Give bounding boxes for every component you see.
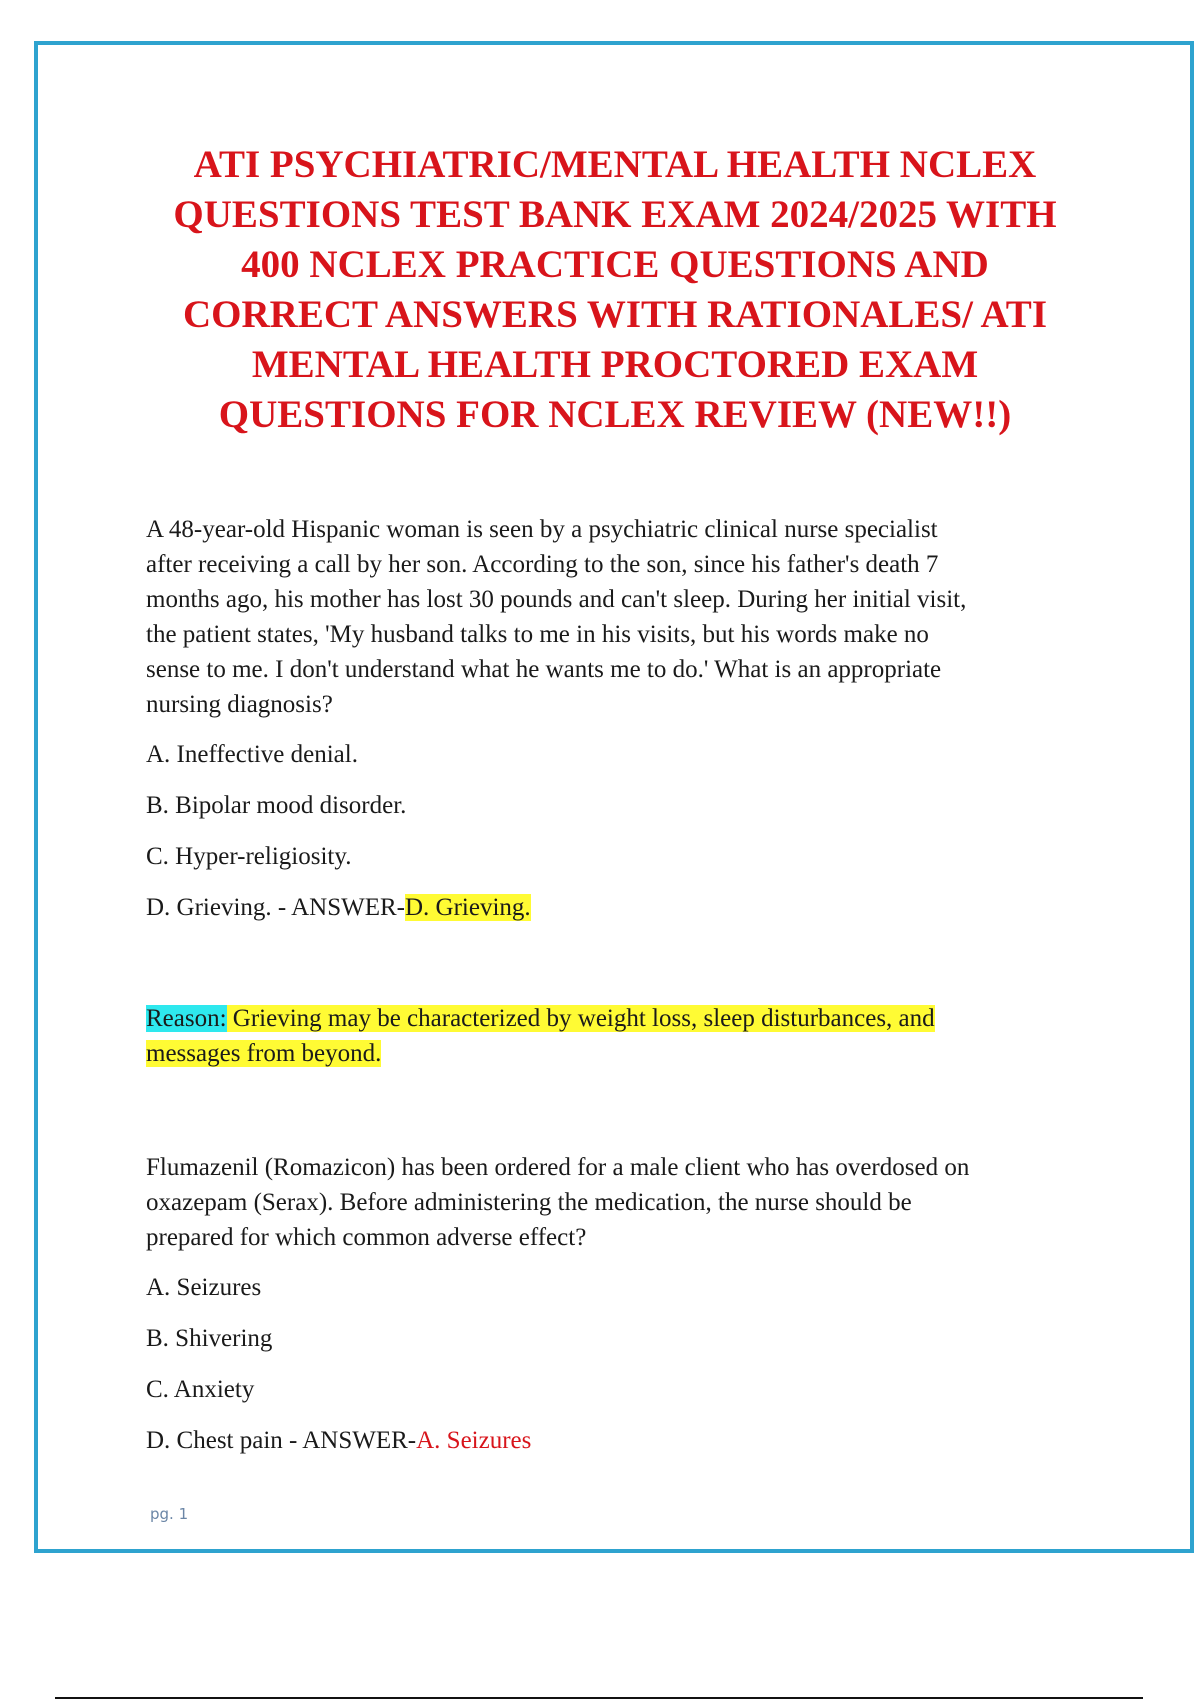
title-line: QUESTIONS FOR NCLEX REVIEW (NEW!!): [218, 393, 1012, 436]
question-2-option-a: A. Seizures: [146, 1274, 262, 1301]
question-1-line: months ago, his mother has lost 30 pounds and can't sleep. During her initial visit,: [146, 586, 967, 613]
reason-text-line: Grieving may be characterized by weight loss, sleep disturbances, and: [232, 1005, 935, 1032]
question-2-line: Flumazenil (Romazicon) has been ordered for a male client who has overdosed on: [146, 1154, 970, 1181]
question-1-line: A 48-year-old Hispanic woman is seen by a psychiatric clinical nurse specialist: [146, 516, 938, 543]
document-content: [146, 512, 1086, 1474]
question-1-option-b: B. Bipolar mood disorder.: [146, 792, 407, 819]
question-1-option-d-label: D. Grieving. - ANSWER-: [146, 894, 405, 921]
title-line: CORRECT ANSWERS WITH RATIONALES/ ATI: [182, 293, 1048, 336]
question-1-stem: [146, 512, 1086, 722]
question-1-line: nursing diagnosis?: [146, 691, 333, 718]
reason-label: Reason:: [146, 1005, 227, 1032]
title-line: MENTAL HEALTH PROCTORED EXAM: [251, 343, 979, 386]
question-2-option-c: C. Anxiety: [146, 1376, 255, 1403]
title-line: QUESTIONS TEST BANK EXAM 2024/2025 WITH: [173, 193, 1057, 236]
reason-text-line: messages from beyond.: [146, 1040, 382, 1067]
document-title: [150, 140, 1080, 440]
question-1-line: the patient states, 'My husband talks to me in his visits, but his words make no: [146, 621, 929, 648]
question-2-line: prepared for which common adverse effect?: [146, 1224, 587, 1251]
question-2-option-d: [146, 1423, 1086, 1458]
page-number: pg. 1: [150, 1505, 189, 1523]
title-line: 400 NCLEX PRACTICE QUESTIONS AND: [241, 243, 989, 286]
question-2-stem: [146, 1150, 1086, 1255]
question-2-answer: A. Seizures: [416, 1427, 532, 1454]
question-2-option-b: B. Shivering: [146, 1325, 273, 1352]
question-1-option-a: A. Ineffective denial.: [146, 741, 358, 768]
question-1-option-c: C. Hyper-religiosity.: [146, 843, 352, 870]
title-line: ATI PSYCHIATRIC/MENTAL HEALTH NCLEX: [193, 143, 1037, 186]
question-1-option-d: [146, 890, 1086, 925]
bottom-rule: [55, 1697, 1143, 1699]
question-1-answer: D. Grieving.: [405, 894, 531, 921]
question-2-option-d-label: D. Chest pain - ANSWER-: [146, 1427, 417, 1454]
question-1-line: sense to me. I don't understand what he wants me to do.' What is an appropriate: [146, 656, 942, 683]
question-1-line: after receiving a call by her son. According to the son, since his father's death 7: [146, 551, 939, 578]
question-2-line: oxazepam (Serax). Before administering the medication, the nurse should be: [146, 1189, 912, 1216]
question-1-reason: [146, 1001, 1086, 1071]
